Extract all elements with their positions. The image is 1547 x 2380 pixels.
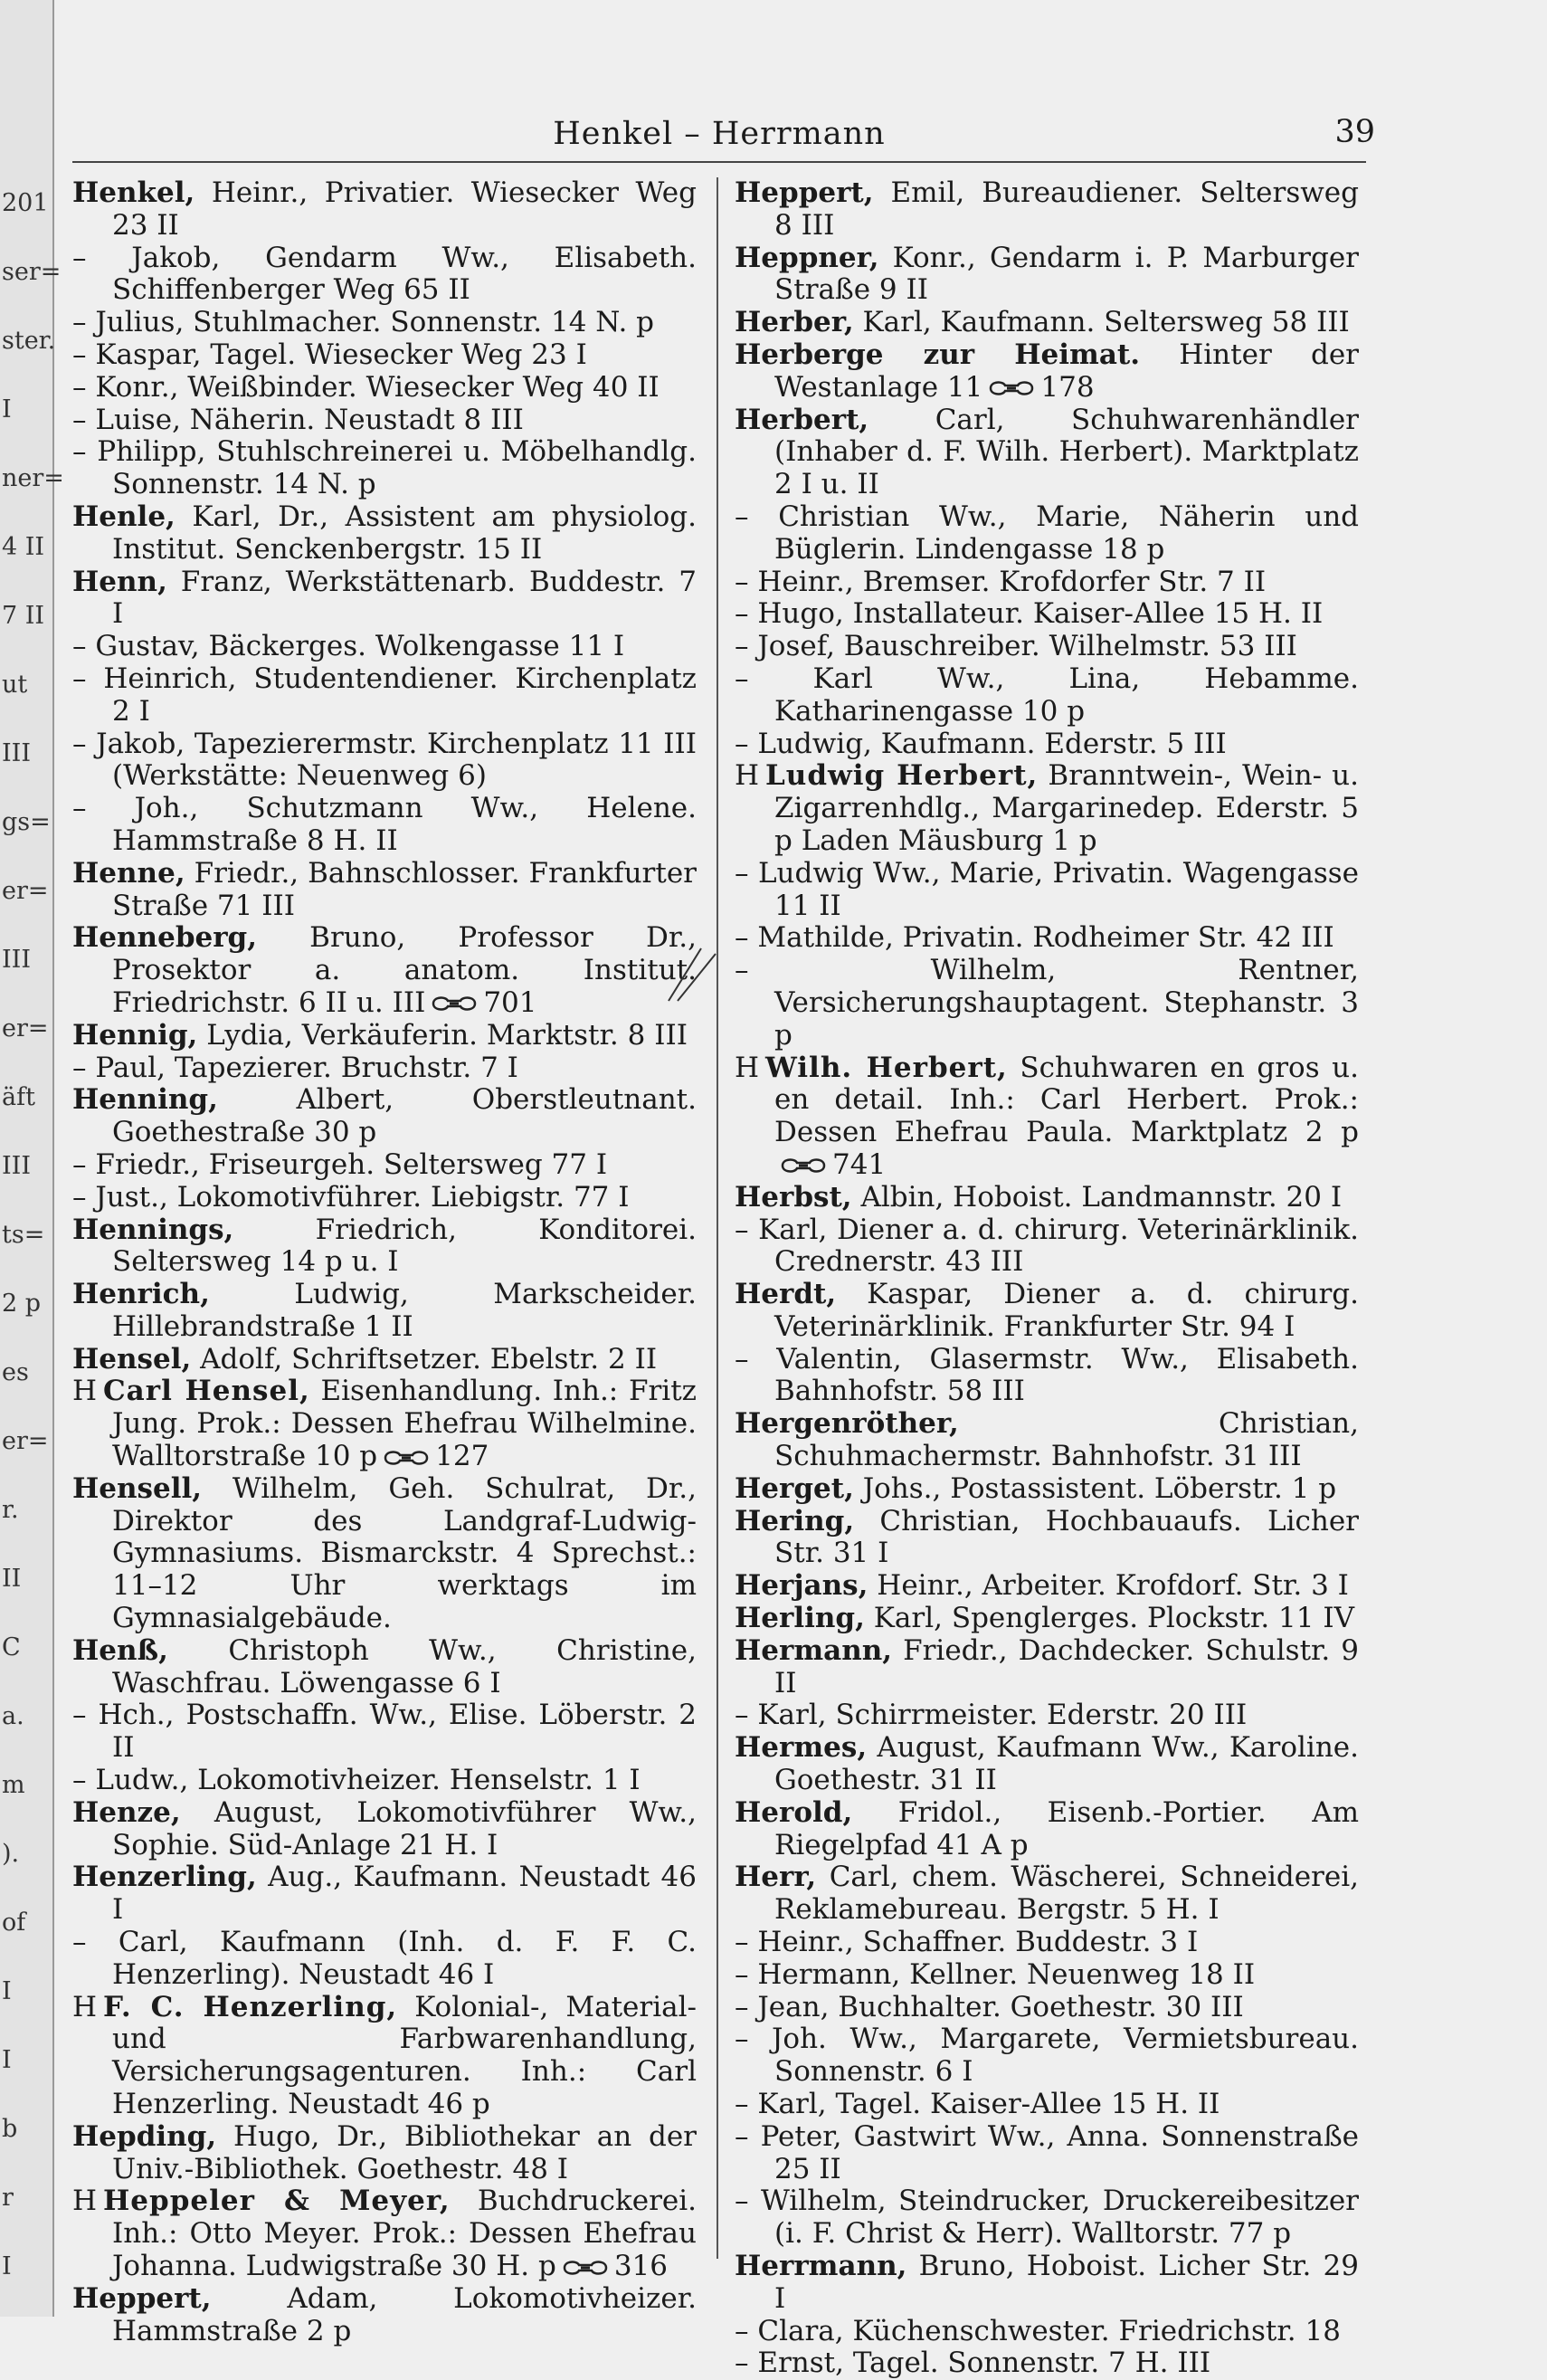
entry-details: Carl, chem. Wäscherei, Schneiderei, Reklamebureau. Bergstr. 5 H. I (774, 1861, 1359, 1927)
directory-entry: – Gustav, Bäckerges. Wolkengasse 11 I (72, 630, 625, 663)
entry-surname: Henze, (72, 1795, 181, 1829)
phone-number: 741 (832, 1147, 887, 1181)
margin-fragment: r. (2, 1496, 19, 1524)
margin-fragment: m (2, 1771, 25, 1799)
directory-entry (735, 339, 1359, 405)
entry-surname: Henrich, (72, 1278, 210, 1311)
entry-surname: Herjans, (735, 1569, 868, 1603)
phone-number: 316 (613, 2250, 668, 2282)
margin-fragment: of (2, 1909, 26, 1937)
directory-entry (72, 858, 697, 923)
entry-details: Konr., Gendarm i. P. Marburger Straße 9 II (774, 241, 1359, 307)
entry-details: Josef, Bauschreiber. Wilhelmstr. 53 III (757, 630, 1297, 663)
margin-fragment: I (2, 1977, 12, 2005)
entry-surname: Hensel, (72, 1342, 192, 1376)
entry-surname: Henneberg, (72, 921, 258, 955)
phone-number: 178 (1040, 370, 1095, 404)
telephone-icon (383, 1449, 430, 1467)
entry-details: Karl, Tagel. Kaiser-Allee 15 H. II (757, 2088, 1220, 2121)
phone-number: 127 (435, 1440, 489, 1473)
entry-details: Mathilde, Privatin. Rodheimer Str. 42 III (757, 921, 1334, 955)
directory-entry (735, 760, 1359, 857)
directory-entry: – Karl, Diener a. d. chirurg. Veterinärklinik. Crednerstr. 43 III (735, 1213, 1359, 1279)
entry-details: Hermann, Kellner. Neuenweg 18 II (757, 1957, 1256, 1991)
entry-details: Karl, Schirrmeister. Ederstr. 20 III (757, 1699, 1248, 1732)
directory-entry: – Jakob, Tapezierermstr. Kirchenplatz 11 III (Werkstätte: Neuenweg 6) (72, 727, 698, 793)
directory-entry (735, 405, 1359, 501)
entry-details: Ludw., Lokomotivheizer. Henselstr. 1 I (95, 1764, 641, 1797)
entry-details: Heinr., Schaffner. Buddestr. 3 I (757, 1926, 1199, 1959)
register-mark: H (72, 1375, 98, 1408)
margin-fragment: er= (2, 877, 49, 905)
entry-details: Hinter der Westanlage 11 (774, 338, 1359, 404)
entry-details: Aug., Kaufmann. Neustadt 46 I (112, 1861, 697, 1927)
directory-entry (72, 1214, 697, 1280)
margin-fragment: er= (2, 1014, 49, 1042)
directory-entry: – Clara, Küchenschwester. Friedrichstr. 18 (735, 2314, 1341, 2347)
directory-entry: – Friedr., Friseurgeh. Seltersweg 77 I (72, 1147, 608, 1181)
directory-entry: – Paul, Tapezierer. Bruchstr. 7 I (72, 1051, 518, 1084)
entry-details: Branntwein-, Wein- u. Zigarrenhdlg., Margarinedep. Ederstr. 5 p Laden Mäusburg 1 p (774, 759, 1359, 857)
entry-details: Bruno, Professor Dr., Prosektor a. anatom. Institut. Friedrichstr. 6 II u. III (112, 921, 697, 1019)
entry-surname: Herberge zur Heimat. (735, 338, 1141, 371)
entry-details: Heinr., Arbeiter. Krofdorf. Str. 3 I (868, 1569, 1349, 1603)
entry-details: Bruno, Hoboist. Licher Str. 29 I (774, 2250, 1359, 2315)
entry-details: Christian, Hochbauaufs. Licher Str. 31 I (774, 1504, 1359, 1570)
entry-surname: Henne, (72, 856, 185, 890)
margin-fragment: 2 p (2, 1290, 42, 1318)
directory-entry: – Josef, Bauschreiber. Wilhelmstr. 53 III (735, 630, 1297, 663)
entry-surname: Herdt, (735, 1278, 837, 1311)
directory-entry: – Ludwig, Kaufmann. Ederstr. 5 III (735, 727, 1227, 760)
entry-surname: Henning, (72, 1083, 218, 1117)
entry-details: Christian, Schuhmachermstr. Bahnhofstr. 31 III (774, 1407, 1359, 1473)
entry-details: Wilhelm, Rentner, Versicherungshauptagent. Stephanstr. 3 p (774, 954, 1359, 1052)
directory-entry: – Heinr., Schaffner. Buddestr. 3 I (735, 1926, 1199, 1959)
directory-entry (735, 2251, 1359, 2316)
directory-entry: – Jean, Buchhalter. Goethestr. 30 III (735, 1990, 1244, 2023)
entry-surname: Hermann, (735, 1633, 893, 1667)
directory-entry: – Kaspar, Tagel. Wiesecker Weg 23 I (72, 338, 587, 371)
phone-number: 701 (483, 985, 537, 1019)
directory-entry (735, 1408, 1359, 1473)
pencil-mark (665, 941, 719, 1004)
entry-details: Friedr., Friseurgeh. Seltersweg 77 I (95, 1147, 608, 1181)
directory-entry (735, 1052, 1359, 1182)
entry-surname: Hennig, (72, 1018, 198, 1052)
entry-details: Luise, Näherin. Neustadt 8 III (95, 403, 524, 436)
entry-surname: Hepding, (72, 2119, 217, 2153)
entry-surname: Heppert, (735, 176, 874, 209)
directory-entry (735, 177, 1359, 243)
entry-surname: Hergenröther, (735, 1407, 959, 1441)
entry-details: Karl, Kaufmann. Seltersweg 58 III (853, 306, 1350, 339)
directory-entry (72, 1084, 697, 1149)
entry-firm-name: F. C. Henzerling, (103, 1990, 398, 2023)
directory-entry (72, 501, 697, 566)
entry-details: Wilhelm, Steindrucker, Druckereibesitzer (i. F. Christ & Herr). Walltorstr. 77 p (760, 2185, 1359, 2251)
entry-surname: Henkel, (72, 176, 195, 209)
margin-fragment: 7 II (2, 602, 45, 630)
entry-surname: Henß, (72, 1633, 168, 1667)
directory-entry: – Julius, Stuhlmacher. Sonnenstr. 14 N. p (72, 306, 654, 339)
directory-entry (735, 1797, 1359, 1862)
entry-details: Wilhelm, Geh. Schulrat, Dr., Direktor des Landgraf-Ludwig-Gymnasiums. Bismarckstr. 4 Sprechst.: 11–12 Uhr werktags im Gymnasialgebäude. (112, 1471, 697, 1635)
previous-page-margin (0, 0, 64, 2317)
directory-entry: – Mathilde, Privatin. Rodheimer Str. 42 III (735, 921, 1334, 955)
directory-entry: – Peter, Gastwirt Ww., Anna. Sonnenstraße 25 II (735, 2119, 1360, 2185)
directory-entry (72, 1344, 697, 1376)
directory-entry: – Carl, Kaufmann (Inh. d. F. F. C. Henzerling). Neustadt 46 I (72, 1926, 697, 1991)
entry-details: Karl Ww., Lina, Hebamme. Katharinengasse 10 p (774, 662, 1359, 728)
directory-entry (735, 1279, 1359, 1344)
margin-fragment: III (2, 946, 31, 974)
right-column (735, 177, 1359, 2380)
entry-surname: Herr, (735, 1861, 817, 1894)
directory-entry: – Just., Lokomotivführer. Liebigstr. 77 I (72, 1180, 630, 1214)
directory-entry (735, 1570, 1359, 1603)
entry-details: Adam, Lokomotivheizer. Hammstraße 2 p (112, 2281, 697, 2347)
directory-entry (72, 566, 697, 632)
entry-surname: Herget, (735, 1471, 854, 1505)
telephone-icon (562, 2259, 609, 2277)
entry-details: Karl, Spenglerges. Plockstr. 11 IV (864, 1602, 1354, 1635)
entry-details: Heinr., Bremser. Krofdorfer Str. 7 II (757, 565, 1267, 598)
directory-entry: – Ernst, Tagel. Sonnenstr. 7 H. III (735, 2347, 1211, 2380)
entry-details: Philipp, Stuhlschreinerei u. Möbelhandlg. Sonnenstr. 14 N. p (97, 435, 697, 501)
entry-surname: Herbert, (735, 403, 869, 436)
entry-details: Lydia, Verkäuferin. Marktstr. 8 III (197, 1018, 688, 1052)
entry-details: Konr., Weißbinder. Wiesecker Weg 40 II (95, 370, 660, 404)
directory-entry: – Wilhelm, Steindrucker, Druckereibesitzer (i. F. Christ & Herr). Walltorstr. 77 p (735, 2185, 1359, 2251)
entry-details: Gustav, Bäckerges. Wolkengasse 11 I (95, 630, 625, 663)
entry-details: Kaspar, Diener a. d. chirurg. Veterinärklinik. Frankfurter Str. 94 I (774, 1278, 1359, 1343)
entry-details: Friedrich, Konditorei. Seltersweg 14 p u. I (112, 1213, 697, 1279)
directory-entry (72, 1020, 697, 1052)
margin-fragment: 4 II (2, 533, 45, 561)
entry-details: Ludwig Ww., Marie, Privatin. Wagengasse 11 II (757, 856, 1359, 922)
margin-fragment: ser= (2, 258, 62, 286)
entry-details: Jean, Buchhalter. Goethestr. 30 III (757, 1990, 1244, 2023)
directory-entry: – Hugo, Installateur. Kaiser-Allee 15 H. II (735, 597, 1324, 631)
entry-surname: Hensell, (72, 1471, 203, 1505)
directory-entry: – Joh. Ww., Margarete, Vermietsbureau. Sonnenstr. 6 I (735, 2023, 1360, 2089)
directory-entry: – Ludwig Ww., Marie, Privatin. Wagengasse 11 II (735, 856, 1359, 922)
directory-entry (72, 2185, 697, 2282)
margin-fragment: er= (2, 1427, 49, 1455)
margin-fragment: b (2, 2115, 18, 2143)
entry-details: Buchdruckerei. Inh.: Otto Meyer. Prok.: Dessen Ehefrau Johanna. Ludwigstraße 30 H. p (112, 2185, 698, 2282)
margin-fragment: III (2, 1152, 31, 1180)
directory-entry: – Heinr., Bremser. Krofdorfer Str. 7 II (735, 565, 1267, 598)
entry-surname: Hennings, (72, 1213, 234, 1246)
entry-surname: Herbst, (735, 1180, 852, 1214)
directory-entry (72, 1797, 697, 1862)
entry-details: Ludwig, Markscheider. Hillebrandstraße 1 II (112, 1278, 697, 1343)
margin-fragment: ner= (2, 464, 64, 492)
entry-details: Heinrich, Studentendiener. Kirchenplatz 2 I (103, 662, 697, 728)
column-rule (717, 177, 718, 2259)
margin-fragment: gs= (2, 808, 51, 836)
directory-entry (72, 1861, 697, 1927)
entry-details: Schuhwaren en gros u. en detail. Inh.: Carl Herbert. Prok.: Dessen Ehefrau Paula. Marktplatz 2 p (774, 1051, 1359, 1149)
entry-surname: Hering, (735, 1504, 855, 1537)
directory-entry (72, 1635, 697, 1700)
entry-details: Karl, Diener a. d. chirurg. Veterinärklinik. Crednerstr. 43 III (758, 1213, 1359, 1279)
margin-fragment: ). (2, 1840, 20, 1868)
directory-entry (72, 177, 697, 243)
entry-surname: Herber, (735, 306, 854, 339)
page-number: 39 (1334, 114, 1375, 150)
entry-surname: Hermes, (735, 1731, 868, 1765)
directory-entry: – Philipp, Stuhlschreinerei u. Möbelhandlg. Sonnenstr. 14 N. p (72, 435, 697, 501)
entry-surname: Heppner, (735, 241, 879, 274)
entry-details: Albin, Hoboist. Landmannstr. 20 I (851, 1180, 1343, 1214)
entry-details: August, Kaufmann Ww., Karoline. Goethestr. 31 II (774, 1731, 1359, 1797)
margin-fragment: I (2, 2252, 12, 2280)
directory-entry: – Karl, Tagel. Kaiser-Allee 15 H. II (735, 2088, 1220, 2121)
entry-details: Kolonial-, Material- und Farbwarenhandlung, Versicherungsagenturen. Inh.: Carl Henzerling. Neustadt 46 p (112, 1990, 697, 2121)
directory-entry: – Karl Ww., Lina, Hebamme. Katharinengasse 10 p (735, 662, 1359, 728)
entry-firm-name: Ludwig Herbert, (765, 759, 1039, 793)
margin-fragment: a. (2, 1702, 24, 1730)
entry-details: Emil, Bureaudiener. Seltersweg 8 III (774, 176, 1359, 242)
entry-details: August, Lokomotivführer Ww., Sophie. Süd-Anlage 21 H. I (112, 1795, 697, 1861)
margin-fragment: II (2, 1565, 22, 1593)
entry-details: Jakob, Tapezierermstr. Kirchenplatz 11 III (Werkstätte: Neuenweg 6) (96, 727, 698, 793)
register-mark: H (735, 759, 760, 793)
directory-entry (735, 1603, 1359, 1635)
entry-details: Clara, Küchenschwester. Friedrichstr. 18 (757, 2314, 1341, 2347)
margin-fragment: äft (2, 1083, 35, 1111)
margin-fragment: ut (2, 671, 28, 699)
entry-surname: Heppert, (72, 2281, 212, 2315)
entry-details: Johs., Postassistent. Löberstr. 1 p (853, 1471, 1337, 1505)
directory-entry: – Heinrich, Studentendiener. Kirchenplatz 2 I (72, 662, 697, 728)
entry-firm-name: Carl Hensel, (103, 1375, 310, 1408)
entry-details: Just., Lokomotivführer. Liebigstr. 77 I (95, 1180, 630, 1214)
directory-entry: – Ludw., Lokomotivheizer. Henselstr. 1 I (72, 1764, 641, 1797)
directory-entry (72, 2283, 697, 2348)
directory-entry: – Luise, Näherin. Neustadt 8 III (72, 403, 524, 436)
entry-details: Fridol., Eisenb.-Portier. Am Riegelpfad 41 A p (774, 1795, 1359, 1861)
directory-entry (735, 1861, 1359, 1927)
telephone-icon (431, 995, 478, 1013)
directory-entry (735, 1635, 1359, 1700)
telephone-icon (780, 1157, 827, 1175)
entry-details: Eisenhandlung. Inh.: Fritz Jung. Prok.: Dessen Ehefrau Wilhelmine. Walltorstraße 10 p (112, 1375, 697, 1473)
register-mark: H (735, 1051, 760, 1084)
page-header (72, 107, 1375, 163)
register-mark: H (72, 2185, 98, 2218)
entry-surname: Herold, (735, 1795, 853, 1829)
margin-fragment: I (2, 395, 12, 424)
directory-entry: – Valentin, Glasermstr. Ww., Elisabeth. Bahnhofstr. 58 III (735, 1342, 1359, 1408)
entry-surname: Henle, (72, 500, 176, 533)
directory-entry (72, 1992, 697, 2121)
entry-details: Christoph Ww., Christine, Waschfrau. Löwengasse 6 I (112, 1633, 697, 1699)
directory-entry: – Konr., Weißbinder. Wiesecker Weg 40 II (72, 370, 660, 404)
entry-details: Hugo, Installateur. Kaiser-Allee 15 H. II (757, 597, 1324, 631)
entry-details: Ludwig, Kaufmann. Ederstr. 5 III (757, 727, 1227, 760)
directory-entry (735, 1506, 1359, 1571)
entry-details: Albert, Oberstleutnant. Goethestraße 30 p (112, 1083, 697, 1149)
margin-fragment: ts= (2, 1221, 45, 1249)
entry-surname: Henn, (72, 565, 167, 598)
entry-details: Friedr., Bahnschlosser. Frankfurter Straße 71 III (112, 856, 697, 922)
entry-details: Franz, Werkstättenarb. Buddestr. 7 I (112, 565, 697, 631)
entry-details: Karl, Dr., Assistent am physiolog. Institut. Senckenbergstr. 15 II (112, 500, 697, 566)
entry-details: Hch., Postschaffn. Ww., Elise. Löberstr. 2 II (98, 1699, 697, 1765)
running-head: Henkel – Herrmann (553, 116, 886, 152)
entry-details: Carl, Schuhwarenhändler (Inhaber d. F. Wilh. Herbert). Marktplatz 2 I u. II (774, 403, 1359, 501)
entry-details: Peter, Gastwirt Ww., Anna. Sonnenstraße 25 II (760, 2119, 1360, 2185)
directory-entry: – Wilhelm, Rentner, Versicherungshauptagent. Stephanstr. 3 p (735, 954, 1359, 1052)
entry-details: Joh., Schutzmann Ww., Helene. Hammstraße 8 H. II (112, 792, 697, 857)
directory-entry (72, 1279, 697, 1344)
margin-fragment: C (2, 1633, 21, 1661)
margin-fragment: I (2, 2046, 12, 2074)
directory-entry (72, 1376, 697, 1472)
directory-entry (735, 1182, 1359, 1214)
directory-entry (735, 243, 1359, 308)
directory-entry: – Joh., Schutzmann Ww., Helene. Hammstraße 8 H. II (72, 792, 697, 857)
entry-details: Kaspar, Tagel. Wiesecker Weg 23 I (95, 338, 587, 371)
entry-details: Jakob, Gendarm Ww., Elisabeth. Schiffenberger Weg 65 II (112, 241, 697, 307)
directory-entry (735, 307, 1359, 339)
entry-details: Heinr., Privatier. Wiesecker Weg 23 II (112, 176, 697, 242)
entry-details: Valentin, Glasermstr. Ww., Elisabeth. Bahnhofstr. 58 III (774, 1342, 1359, 1408)
directory-entry: – Karl, Schirrmeister. Ederstr. 20 III (735, 1699, 1248, 1732)
margin-fragment: III (2, 739, 31, 767)
entry-details: Ernst, Tagel. Sonnenstr. 7 H. III (757, 2347, 1211, 2380)
entry-firm-name: Heppeler & Meyer, (103, 2185, 451, 2218)
entry-details: Adolf, Schriftsetzer. Ebelstr. 2 II (191, 1342, 658, 1376)
entry-surname: Herling, (735, 1602, 865, 1635)
directory-entry: – Jakob, Gendarm Ww., Elisabeth. Schiffenberger Weg 65 II (72, 241, 697, 307)
entry-details: Hugo, Dr., Bibliothekar an der Univ.-Bibliothek. Goethestr. 48 I (112, 2119, 697, 2185)
entry-details: Paul, Tapezierer. Bruchstr. 7 I (95, 1051, 518, 1084)
directory-entry (72, 1473, 697, 1635)
directory-entry (735, 1473, 1359, 1506)
directory-entry: – Christian Ww., Marie, Näherin und Büglerin. Lindengasse 18 p (735, 500, 1360, 566)
telephone-icon (988, 379, 1035, 397)
entry-surname: Herrmann, (735, 2250, 907, 2282)
margin-fragment: r (2, 2184, 14, 2212)
entry-details: Friedr., Dachdecker. Schulstr. 9 II (774, 1633, 1359, 1699)
directory-entry (735, 1732, 1359, 1797)
entry-details: Carl, Kaufmann (Inh. d. F. F. C. Henzerling). Neustadt 46 I (112, 1926, 697, 1991)
directory-entry (72, 2121, 697, 2186)
directory-entry: – Hch., Postschaffn. Ww., Elise. Löberstr. 2 II (72, 1699, 697, 1765)
register-mark: H (72, 1990, 98, 2023)
directory-entry: – Hermann, Kellner. Neuenweg 18 II (735, 1957, 1256, 1991)
entry-surname: Henzerling, (72, 1861, 257, 1894)
margin-fragment: es (2, 1358, 29, 1386)
entry-firm-name: Wilh. Herbert, (765, 1051, 1008, 1084)
margin-fragment: ster. (2, 327, 56, 355)
margin-fragment: 201 (2, 189, 49, 217)
entry-details: Julius, Stuhlmacher. Sonnenstr. 14 N. p (95, 306, 654, 339)
directory-entry (72, 922, 697, 1019)
entry-details: Christian Ww., Marie, Näherin und Büglerin. Lindengasse 18 p (774, 500, 1360, 566)
left-column (72, 177, 697, 2347)
entry-details: Joh. Ww., Margarete, Vermietsbureau. Sonnenstr. 6 I (772, 2023, 1360, 2089)
